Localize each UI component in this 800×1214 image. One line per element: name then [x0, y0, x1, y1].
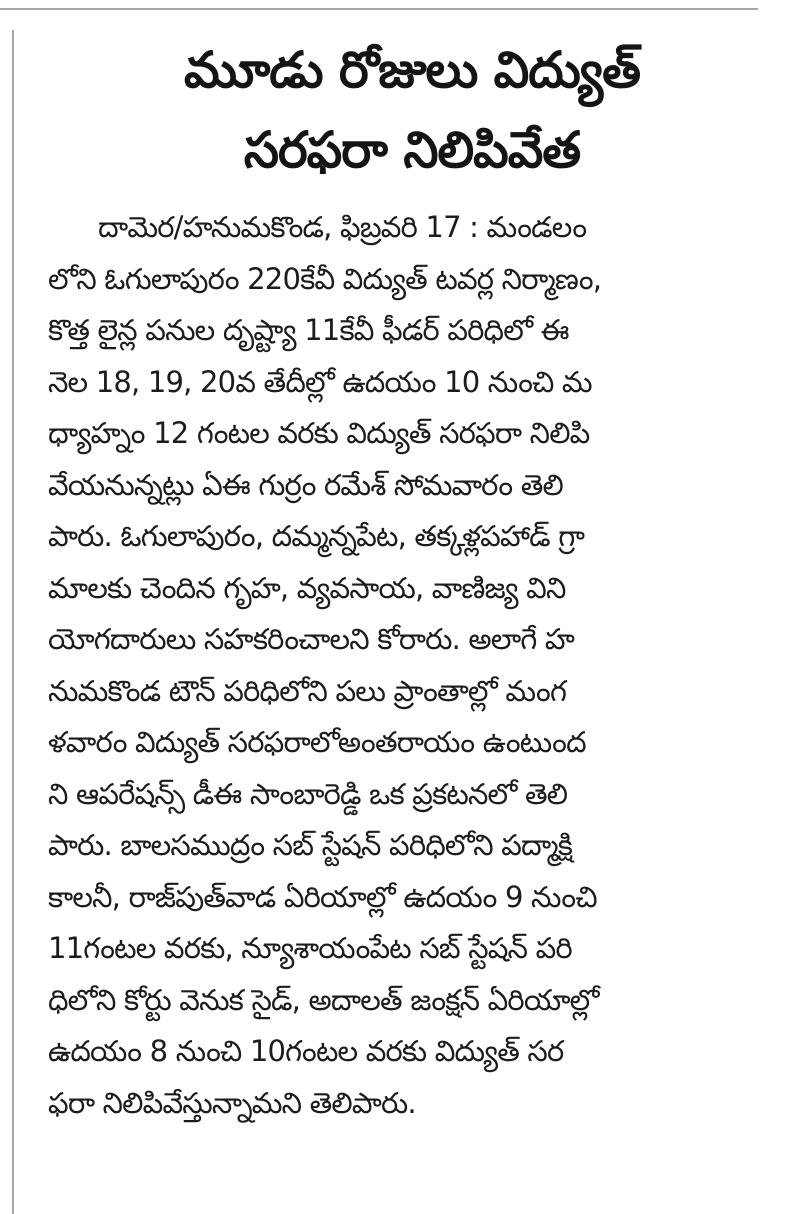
body-line-1: దామెర/హనుమకొండ, ఫిబ్రవరి 17 : మండలం — [98, 210, 587, 244]
body-line-9: యోగదారులు సహకరించాలని కోరారు. అలాగే హ — [48, 622, 575, 656]
body-line-14: కాలనీ, రాజ్‌పుత్‌వాడ ఏరియాల్లో ఉదయం 9 నుంచి — [48, 879, 597, 914]
body-line-8: మాలకు చెందిన గృహ, వ్యవసాయ, వాణిజ్య విని — [48, 570, 566, 605]
column-divider — [12, 30, 14, 1214]
body-line-6: వేయనున్నట్లు ఏఈ గుర్రం రమేశ్ సోమవారం తెలి — [48, 467, 563, 502]
headline-line-2: సరఫరా నిలిపివేత — [243, 121, 581, 179]
body-line-15: 11గంటల వరకు, న్యూశాయంపేట సబ్ స్టేషన్ పరి — [48, 931, 572, 965]
article-body — [48, 202, 776, 1129]
body-line-5: ధ్యాహ్నం 12 గంటల వరకు విద్యుత్ సరఫరా నిలిపి — [48, 416, 590, 450]
headline-line-1: మూడు రోజులు విద్యుత్ — [183, 41, 641, 99]
body-line-10: నుమకొండ టౌన్ పరిధిలోని పలు ప్రాంతాల్లో మంగ — [48, 673, 567, 708]
body-line-12: ని ఆపరేషన్స్ డీఈ సాంబారెడ్డి ఒక ప్రకటనలో తెలి — [48, 776, 568, 811]
body-line-16: ధిలోని కోర్టు వెనుక సైడ్, అదాలత్ జంక్షన్ ఏరియాల్లో — [48, 982, 599, 1017]
body-line-3: కొత్త లైన్ల పనుల దృష్ట్యా 11కేవీ ఫీడర్ పరిధిలో ఈ — [48, 313, 569, 347]
body-line-18: ఫరా నిలిపివేస్తున్నామని తెలిపారు. — [48, 1085, 416, 1120]
top-divider — [0, 8, 758, 10]
body-line-4: నెల 18, 19, 20వ తేదీల్లో ఉదయం 10 నుంచి మ — [48, 364, 592, 399]
body-line-17: ఉదయం 8 నుంచి 10గంటల వరకు విద్యుత్ సర — [48, 1034, 564, 1068]
body-line-13: పారు. బాలసముద్రం సబ్ స్టేషన్ పరిధిలోని పద్మాక్షి — [48, 828, 573, 862]
body-line-2: లోని ఓగులాపురం 220కేవీ విద్యుత్ టవర్ల నిర్మాణం, — [48, 261, 602, 296]
body-line-11: ళవారం విద్యుత్ సరఫరాలోఅంతరాయం ఉంటుంద — [48, 725, 586, 759]
body-line-7: పారు. ఓగులాపురం, దమ్మన్నపేట, తక్కళ్లపహాడ్ గ్రా — [48, 519, 585, 553]
headline — [48, 30, 776, 190]
news-article — [48, 30, 776, 1129]
